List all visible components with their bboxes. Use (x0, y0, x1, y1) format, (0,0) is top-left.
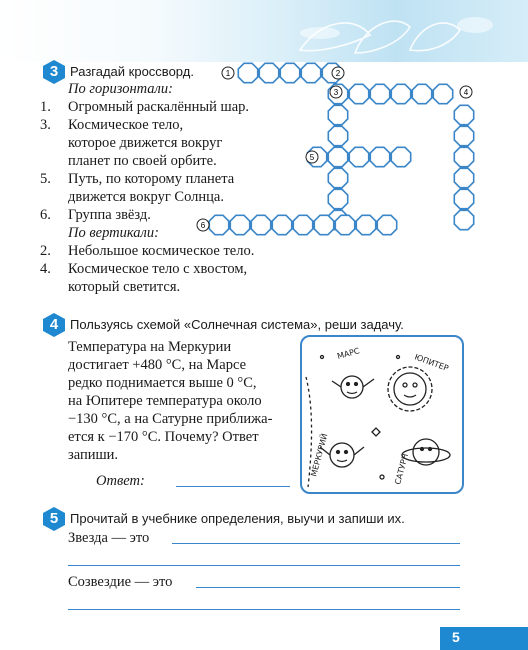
clue-number-label: 5 (309, 153, 315, 162)
crossword-cell[interactable] (259, 63, 278, 82)
crossword-cell[interactable] (391, 84, 410, 103)
crossword-cell[interactable] (280, 63, 299, 82)
task-5-title: Прочитай в учебнике определения, выучи и запиши их. (70, 511, 405, 526)
crossword-cell[interactable] (251, 215, 270, 234)
crossword-cell[interactable] (454, 210, 473, 229)
paragraph-line: запиши. (68, 447, 119, 463)
star-label: Звезда — это (68, 530, 150, 546)
page-number-text: 5 (452, 629, 460, 645)
label-saturn: САТУРН (393, 452, 411, 486)
label-mars: МАРС (336, 346, 361, 361)
crossword-grid (0, 0, 528, 300)
clue-4: 4. Космическое тело с хвостом, который светится. (40, 261, 248, 295)
crossword-cell[interactable] (238, 63, 257, 82)
clue-number-label: 1 (225, 69, 231, 78)
crossword-cell[interactable] (328, 105, 347, 124)
task-5-badge: 5 (43, 507, 65, 531)
crossword-cell[interactable] (328, 126, 347, 145)
clue-number-label: 2 (335, 69, 341, 78)
constellation-label: Созвездие — это (68, 574, 173, 590)
clue-number-label: 3 (333, 88, 339, 97)
paragraph-line: −130 °С, а на Сатурне приближа- (68, 411, 273, 427)
star-answer-line-2[interactable] (68, 565, 460, 566)
crossword-cell[interactable] (370, 84, 389, 103)
paragraph-line: Температура на Меркурии (68, 339, 232, 355)
crossword-cell[interactable] (293, 215, 312, 234)
vertical-heading: По вертикали: (68, 225, 159, 241)
solar-system-picture (300, 335, 464, 494)
answer-label: Ответ: (96, 473, 145, 489)
planets-illustration (302, 337, 462, 492)
crossword-cell[interactable] (349, 84, 368, 103)
paragraph-line: достигает +480 °С, на Марсе (68, 357, 247, 373)
crossword-cell[interactable] (391, 147, 410, 166)
clue-number-label: 6 (200, 221, 206, 230)
task-3-title: Разгадай кроссворд. (70, 64, 194, 79)
horizontal-heading: По горизонтали: (68, 81, 173, 97)
crossword-cell[interactable] (412, 84, 431, 103)
crossword-cell[interactable] (314, 215, 333, 234)
label-jupiter: ЮПИТЕР (413, 352, 450, 373)
crossword-cell[interactable] (328, 168, 347, 187)
crossword-cell[interactable] (356, 215, 375, 234)
clue-2: 2. Небольшое космическое тело. (40, 243, 255, 259)
clue-6: 6. Группа звёзд. (40, 207, 151, 223)
crossword-cell[interactable] (209, 215, 228, 234)
crossword-cell[interactable] (377, 215, 396, 234)
crossword-cell[interactable] (433, 84, 452, 103)
crossword-cell[interactable] (301, 63, 320, 82)
answer-line[interactable] (176, 486, 290, 487)
crossword-cell[interactable] (335, 215, 354, 234)
constellation-answer-line-2[interactable] (68, 609, 460, 610)
crossword-cell[interactable] (454, 126, 473, 145)
constellation-answer-line[interactable] (196, 587, 460, 588)
task-3-badge: 3 (43, 60, 65, 84)
clue-number-label: 4 (463, 88, 469, 97)
paragraph-line: редко поднимается выше 0 °С, (68, 375, 257, 391)
crossword-cell[interactable] (349, 147, 368, 166)
task-4-badge: 4 (43, 313, 65, 337)
task-4-paragraph (68, 338, 272, 464)
task-4-title: Пользуясь схемой «Солнечная система», реши задачу. (70, 317, 404, 332)
crossword-cell[interactable] (454, 147, 473, 166)
crossword-cell[interactable] (272, 215, 291, 234)
crossword-cell[interactable] (328, 189, 347, 208)
crossword-cell[interactable] (230, 215, 249, 234)
clue-3: 3. Космическое тело, которое движется вокруг планет по своей орбите. (40, 117, 223, 169)
crossword-cell[interactable] (454, 189, 473, 208)
crossword-cell[interactable] (370, 147, 389, 166)
crossword-cell[interactable] (328, 147, 347, 166)
star-answer-line[interactable] (172, 543, 460, 544)
paragraph-line: на Юпитере температура около (68, 393, 262, 409)
crossword-cell[interactable] (454, 105, 473, 124)
clue-5: 5. Путь, по которому планета движется вокруг Солнца. (40, 171, 235, 205)
clue-1: 1. Огромный раскалённый шар. (40, 99, 250, 115)
crossword-cell[interactable] (454, 168, 473, 187)
paragraph-line: ется к −170 °С. Почему? Ответ (68, 429, 259, 445)
label-mercury: МЕРКУРИЙ (309, 432, 330, 478)
page-number (440, 627, 528, 650)
